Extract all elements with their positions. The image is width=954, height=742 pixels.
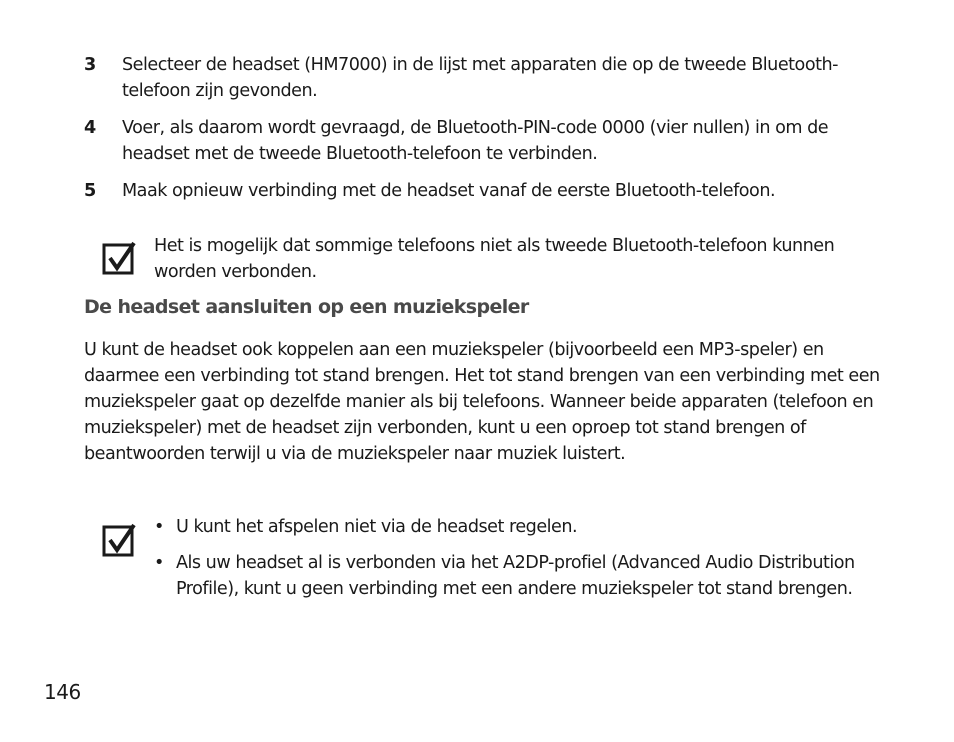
list-item xyxy=(154,550,874,602)
bullet-icon: • xyxy=(154,517,164,537)
step-text: Selecteer de headset (HM7000) in de lijst met apparaten die op de tweede Bluetooth-telefoon zijn gevonden. xyxy=(122,55,838,101)
step-text: Voer, als daarom wordt gevraagd, de Bluetooth-PIN-code 0000 (vier nullen) in om de headset met de tweede Bluetooth-telefoon te verbinden. xyxy=(122,118,829,164)
checkbox-check-icon xyxy=(102,523,136,557)
step-3 xyxy=(84,52,874,104)
note-text: Het is mogelijk dat sommige telefoons niet als tweede Bluetooth-telefoon kunnen worden verbonden. xyxy=(154,236,835,282)
step-number: 3 xyxy=(84,55,96,75)
list-item-text: Als uw headset al is verbonden via het A2DP-profiel (Advanced Audio Distribution Profile), kunt u geen verbinding met een andere muziekspeler tot stand brengen. xyxy=(176,553,855,599)
section-paragraph: U kunt de headset ook koppelen aan een muziekspeler (bijvoorbeeld een MP3-speler) en daarmee een verbinding tot stand brengen. Het tot stand brengen van een verbinding met een muziekspeler gaat op dezelfde manier als bij telefoons. Wanneer beide apparaten (telefoon en muziekspeler) met de headset zijn verbonden, kunt u een oproep tot stand brengen of beantwoorden terwijl u via de muziekspeler naar muziek luistert. xyxy=(84,340,880,464)
step-number: 5 xyxy=(84,181,96,201)
list-item-text: U kunt het afspelen niet via de headset regelen. xyxy=(176,517,578,537)
section-heading: De headset aansluiten op een muziekspeler xyxy=(84,296,529,318)
page-number: 146 xyxy=(44,680,81,704)
checkbox-check-icon xyxy=(102,241,136,275)
step-number: 4 xyxy=(84,118,96,138)
note-bullet-list xyxy=(154,514,874,612)
step-text: Maak opnieuw verbinding met de headset vanaf de eerste Bluetooth-telefoon. xyxy=(122,181,776,201)
step-5 xyxy=(84,178,874,204)
list-item xyxy=(154,514,874,540)
bullet-icon: • xyxy=(154,553,164,573)
step-4 xyxy=(84,115,874,167)
